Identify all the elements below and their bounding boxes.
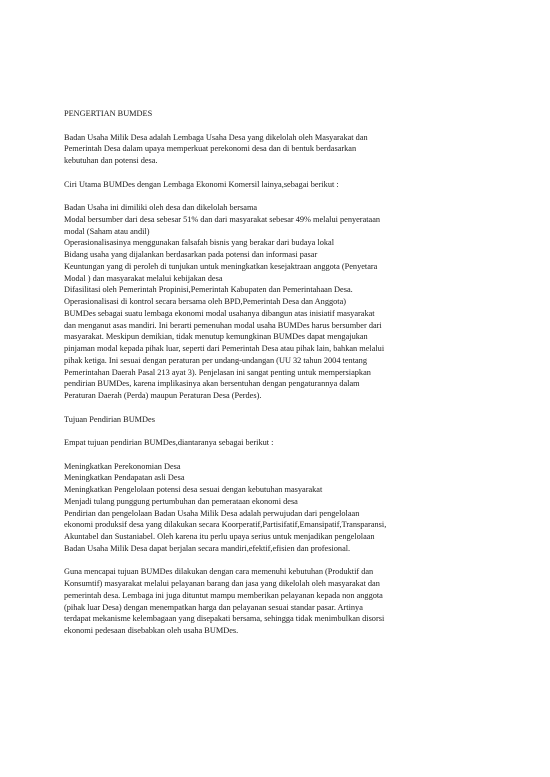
text-line: modal (Saham atau andil) xyxy=(64,226,150,236)
text-line: Bidang usaha yang dijalankan berdasarkan pada potensi dan informasi pasar xyxy=(64,250,318,259)
tujuan-heading: Tujuan Pendirian BUMDes xyxy=(64,414,155,424)
intro-paragraph xyxy=(64,132,494,167)
text-line: Pemerintahan Daerah Pasal 213 ayat 3). Penjelasan ini sangat penting untuk mempersiapkan xyxy=(64,367,371,377)
text-line: terdapat mekanisme kelembagaan yang disepakati bersama, sehingga tidak menimbulkan disorsi xyxy=(64,614,385,624)
ciri-heading: Ciri Utama BUMDes dengan Lembaga Ekonomi Komersil lainya,sebagai berikut : xyxy=(64,179,339,189)
text-line: Badan Usaha ini dimiliki oleh desa dan dikelolah bersama xyxy=(64,203,258,212)
text-line: Modal ) dan masyarakat melalui kebijakan desa xyxy=(64,273,223,283)
spacer xyxy=(64,402,494,414)
text-line: Badan Usaha Milik Desa adalah Lembaga Usaha Desa yang dikelolah oleh Masyarakat dan xyxy=(64,132,368,142)
text-line: Difasilitasi oleh Pemerintah Propinisi,Pemerintah Kabupaten dan Pemerintahaan Desa. xyxy=(64,285,353,295)
text-line: Modal bersumber dari desa sebesar 51% dan dari masyarakat sebesar 49% melalui penyerataan xyxy=(64,214,381,224)
text-line: Menjadi tulang punggung pertumbuhan dan pemerataan ekonomi desa xyxy=(64,496,298,506)
text-line: kebutuhan dan potensi desa. xyxy=(64,156,158,165)
closing-paragraph xyxy=(64,566,494,637)
text-line: Pendirian dan pengelolaan Badan Usaha Milik Desa adalah perwujudan dari pengelolaan xyxy=(64,508,360,518)
ciri-section xyxy=(64,202,494,402)
spacer xyxy=(64,449,494,461)
text-line: pihak ketiga. Ini sesuai dengan peraturan per undang-undangan (UU 32 tahun 2004 tentang xyxy=(64,355,367,365)
text-line: Peraturan Daerah (Perda) maupun Peraturan Desa (Perdes). xyxy=(64,391,262,400)
spacer xyxy=(64,167,494,179)
spacer xyxy=(64,425,494,437)
text-line: ekonomi pedesaan disebabkan oleh usaha BUMDes. xyxy=(64,626,239,635)
text-line: Konsumtif) masyarakat melalui pelayanan barang dan jasa yang dikelolah oleh masyarakat dan xyxy=(64,579,380,588)
spacer xyxy=(64,120,494,132)
text-line: Meningkatkan Perekonomian Desa xyxy=(64,461,181,471)
text-line: pendirian BUMDes, karena implikasinya akan bersentuhan dengan pengaturannya dalam xyxy=(64,379,360,389)
text-line: Guna mencapai tujuan BUMDes dilakukan dengan cara memenuhi kebutuhan (Produktif dan xyxy=(64,567,374,577)
text-line: Akuntabel dan Sustaniabel. Oleh karena itu perlu upaya serius untuk menjadikan pengelolaan xyxy=(64,532,375,541)
text-line: Meningkatkan Pendapatan asli Desa xyxy=(64,473,185,483)
text-line: Operasionalisasinya menggunakan falsafah bisnis yang berakar dari budaya lokal xyxy=(64,238,335,248)
text-line: pemerintah desa. Lembaga ini juga dituntut mampu memberikan pelayanan kepada non anggota xyxy=(64,590,383,600)
text-line: masyarakat. Meskipun demikian, tidak menutup kemungkinan BUMDes dapat mengajukan xyxy=(64,332,368,342)
text-line: dan menganut asas mandiri. Ini berarti pemenuhan modal usaha BUMDes harus bersumber dari xyxy=(64,320,382,330)
spacer xyxy=(64,190,494,202)
text-line: pinjaman modal kepada pihak luar, seperti dari Pemerintah Desa atau pihak lain, bahkan melalui xyxy=(64,344,385,353)
document-title: PENGERTIAN BUMDES xyxy=(64,109,153,118)
document-body xyxy=(64,108,494,637)
tujuan-section xyxy=(64,461,494,555)
text-line: ekonomi produksif desa yang dilakukan secara Koorperatif,Partisifatif,Emansipatif,Transparansi, xyxy=(64,520,387,530)
text-line: Pemerintah Desa dalam upaya memperkuat perekonomi desa dan di bentuk berdasarkan xyxy=(64,144,357,154)
text-line: Badan Usaha Milik Desa dapat berjalan secara mandiri,efektif,efisien dan profesional. xyxy=(64,543,351,553)
text-line: BUMDes sebagai suatu lembaga ekonomi modal usahanya dibangun atas inisiatif masyarakat xyxy=(64,308,375,318)
text-line: Operasionalisasi di kontrol secara bersama oleh BPD,Pemerintah Desa dan Anggota) xyxy=(64,297,347,306)
empat-tujuan-heading: Empat tujuan pendirian BUMDes,diantaranya sebagai berikut : xyxy=(64,438,274,447)
text-line: Meningkatkan Pengelolaan potensi desa sesuai dengan kebutuhan masyarakat xyxy=(64,485,323,494)
spacer xyxy=(64,555,494,567)
text-line: Keuntungan yang di peroleh di tunjukan untuk meningkatkan kesejaktraan anggota (Penyetara xyxy=(64,261,378,271)
text-line: (pihak luar Desa) dengan menempatkan harga dan pelayanan sesuai standar pasar. Artinya xyxy=(64,602,363,612)
